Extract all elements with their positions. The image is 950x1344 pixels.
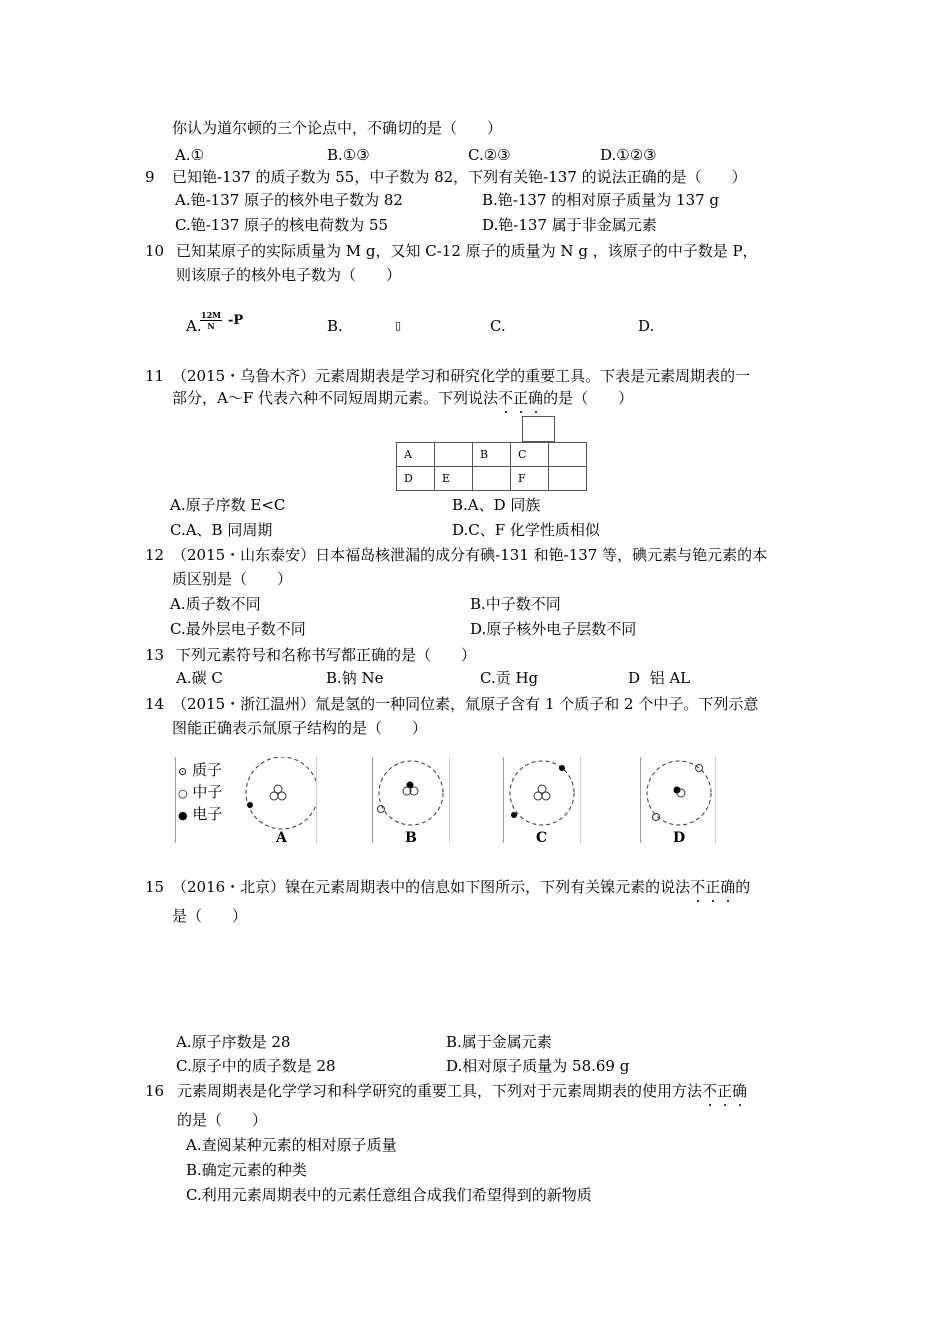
q16-option-a: A.查阅某种元素的相对原子质量: [186, 1136, 397, 1154]
table-cell: F: [511, 467, 549, 491]
atom-label-b: B: [405, 830, 417, 846]
q15-stem-line1-c: 的: [735, 878, 751, 896]
q11-option-c: C.A、B 同周期: [170, 521, 273, 539]
q8-option-a: A.①: [175, 146, 205, 164]
q11-stem-line2-a: 部分，A～F 代表六种不同短周期元素。下列说法: [172, 389, 499, 407]
q16-stem-line1-a: 元素周期表是化学学习和科学研究的重要工具，下列对于元素周期表的使用方法: [177, 1082, 703, 1100]
atom-diagram-c: [503, 757, 581, 846]
q9-option-a: A.铯-137 原子的核外电子数为 82: [175, 191, 403, 209]
table-cell: B: [473, 443, 511, 467]
q13-stem: 下列元素符号和名称书写都正确的是（ ）: [176, 646, 477, 664]
nucleus-c3: [542, 792, 550, 800]
nucleus-neutron-a2: [278, 792, 286, 800]
q16-option-c: C.利用元素周期表中的元素任意组合成我们希望得到的新物质: [186, 1186, 592, 1204]
q10-stem-line2: 则该原子的核外电子数为（ ）: [176, 266, 402, 284]
electron-a: [247, 802, 253, 808]
emphasis-char: 正: [513, 389, 529, 407]
q16-emphasis: [702, 1082, 747, 1100]
q14-number: 14: [145, 695, 165, 713]
q15-stem-line1-a: （2016・北京）镍在元素周期表中的信息如下图所示，下列有关镍元素的说法: [172, 878, 691, 896]
atom-diagram-b: [372, 757, 450, 846]
q16-stem-line2: 的是（ ）: [177, 1111, 268, 1129]
nucleus-neutron-a: [270, 792, 278, 800]
q9-option-d: D.铯-137 属于非金属元素: [482, 216, 657, 234]
q8-option-b: B.①③: [327, 146, 370, 164]
q12-option-c: C.最外层电子数不同: [170, 620, 306, 638]
q15-option-b: B.属于金属元素: [446, 1033, 552, 1051]
q10-option-d: D.: [638, 317, 655, 335]
q9-stem: 已知铯-137 的质子数为 55，中子数为 82，下列有关铯-137 的说法正确的是（ ）: [172, 168, 747, 186]
q9-option-c: C.铯-137 原子的核电荷数为 55: [175, 216, 389, 234]
q10-option-b: B.: [327, 317, 343, 335]
emphasis-char: 不: [690, 878, 706, 896]
q8-option-d: D.①②③: [600, 146, 657, 164]
q11-stem-line2-c: 的是（ ）: [543, 389, 634, 407]
periodic-table-fragment: [396, 442, 587, 491]
nucleus-c2: [534, 792, 542, 800]
atom-diagram-d: [640, 757, 716, 846]
q13-option-b: B.钠 Ne: [326, 669, 384, 687]
q10-fraction-top: 12M: [201, 310, 221, 320]
table-cell: [435, 443, 473, 467]
q16-stem-line1: [177, 1081, 747, 1101]
table-cell: [549, 443, 587, 467]
legend-proton: ⊙ 质子: [178, 761, 223, 779]
legend-electron: ● 电子: [178, 805, 223, 823]
proton-b-orbit: [378, 806, 385, 813]
emphasis-char: 确: [720, 878, 736, 896]
q11-option-a: A.原子序数 E<C: [170, 496, 286, 514]
emphasis-char: 正: [705, 878, 721, 896]
q15-option-a: A.原子序数是 28: [176, 1033, 291, 1051]
q14-stem-line1: （2015・浙江温州）氚是氢的一种同位素，氚原子含有 1 个质子和 2 个中子。下列示意: [172, 695, 759, 713]
table-cell: E: [435, 467, 473, 491]
q15-stem-line2: 是（ ）: [172, 907, 248, 925]
q12-option-a: A.质子数不同: [170, 595, 261, 613]
q10-option-c: C.: [490, 317, 506, 335]
q13-option-c: C.贡 Hg: [480, 669, 539, 687]
q14-stem-line2: 图能正确表示氚原子结构的是（ ）: [172, 719, 428, 737]
q12-number: 12: [145, 546, 165, 564]
emphasis-char: 不: [498, 389, 514, 407]
atom-label-a: A: [276, 830, 287, 846]
q10-missing-glyph: ▯: [395, 319, 402, 332]
q11-stem-line2: [172, 388, 633, 408]
emphasis-char: 确: [732, 1082, 748, 1100]
emphasis-char: 确: [528, 389, 544, 407]
q15-option-c: C.原子中的质子数是 28: [176, 1057, 336, 1075]
emphasis-char: 不: [702, 1082, 718, 1100]
q9-option-b: B.铯-137 的相对原子质量为 137 g: [482, 191, 720, 209]
q8-option-c: C.②③: [468, 146, 511, 164]
q10-fraction-suffix: -P: [228, 313, 244, 328]
q11-option-d: D.C、F 化学性质相似: [452, 521, 600, 539]
table-cell: D: [397, 467, 435, 491]
q12-option-b: B.中子数不同: [470, 595, 561, 613]
q8-stem: 你认为道尔顿的三个论点中，不确切的是（ ）: [172, 119, 503, 137]
q12-option-d: D.原子核外电子层数不同: [470, 620, 637, 638]
q10-number: 10: [145, 242, 165, 260]
q15-stem-line1: [172, 877, 750, 897]
q11-option-b: B.A、D 同族: [452, 496, 541, 514]
legend-neutron: ○ 中子: [178, 783, 223, 801]
electron-c: [559, 765, 565, 771]
electron-c2: [511, 812, 517, 818]
table-cell: C: [511, 443, 549, 467]
neutron-d: [696, 765, 703, 772]
atom-label-d: D: [673, 830, 686, 846]
orbit-a: [246, 757, 316, 829]
q9-number: 9: [145, 168, 155, 186]
q13-option-d: D 铝 AL: [628, 669, 691, 687]
q10-fraction: [200, 310, 222, 331]
q13-option-a: A.碳 C: [176, 669, 223, 687]
table-cell: A: [397, 443, 435, 467]
atom-a-svg: [176, 757, 316, 843]
q15-number: 15: [145, 878, 165, 896]
q15-emphasis: [690, 878, 735, 896]
q12-stem-line2: 质区别是（ ）: [172, 570, 293, 588]
periodic-table-row: [397, 467, 587, 491]
q10-stem-line1: 已知某原子的实际质量为 M g，又知 C-12 原子的质量为 N g ，该原子的中子数是 P，: [176, 242, 758, 260]
q11-number: 11: [145, 367, 165, 385]
q10-fraction-bottom: N: [207, 321, 215, 331]
q10-option-a: A.: [186, 317, 202, 335]
q13-number: 13: [145, 646, 165, 664]
emphasis-char: 正: [717, 1082, 733, 1100]
q16-number: 16: [145, 1082, 165, 1100]
q15-option-d: D.相对原子质量为 58.69 g: [446, 1057, 630, 1075]
q11-stem-line1: （2015・乌鲁木齐）元素周期表是学习和研究化学的重要工具。下表是元素周期表的一: [172, 367, 751, 385]
periodic-table-top-cell: [522, 416, 555, 442]
q16-option-b: B.确定元素的种类: [186, 1161, 307, 1179]
periodic-table-row: [397, 443, 587, 467]
table-cell: [549, 467, 587, 491]
atom-label-c: C: [536, 830, 548, 846]
atom-diagram-a: [175, 757, 317, 846]
q12-stem-line1: （2015・山东泰安）日本福岛核泄漏的成分有碘-131 和铯-137 等，碘元素与铯元素的本: [172, 546, 768, 564]
q11-emphasis: [498, 389, 543, 407]
table-cell: [473, 467, 511, 491]
